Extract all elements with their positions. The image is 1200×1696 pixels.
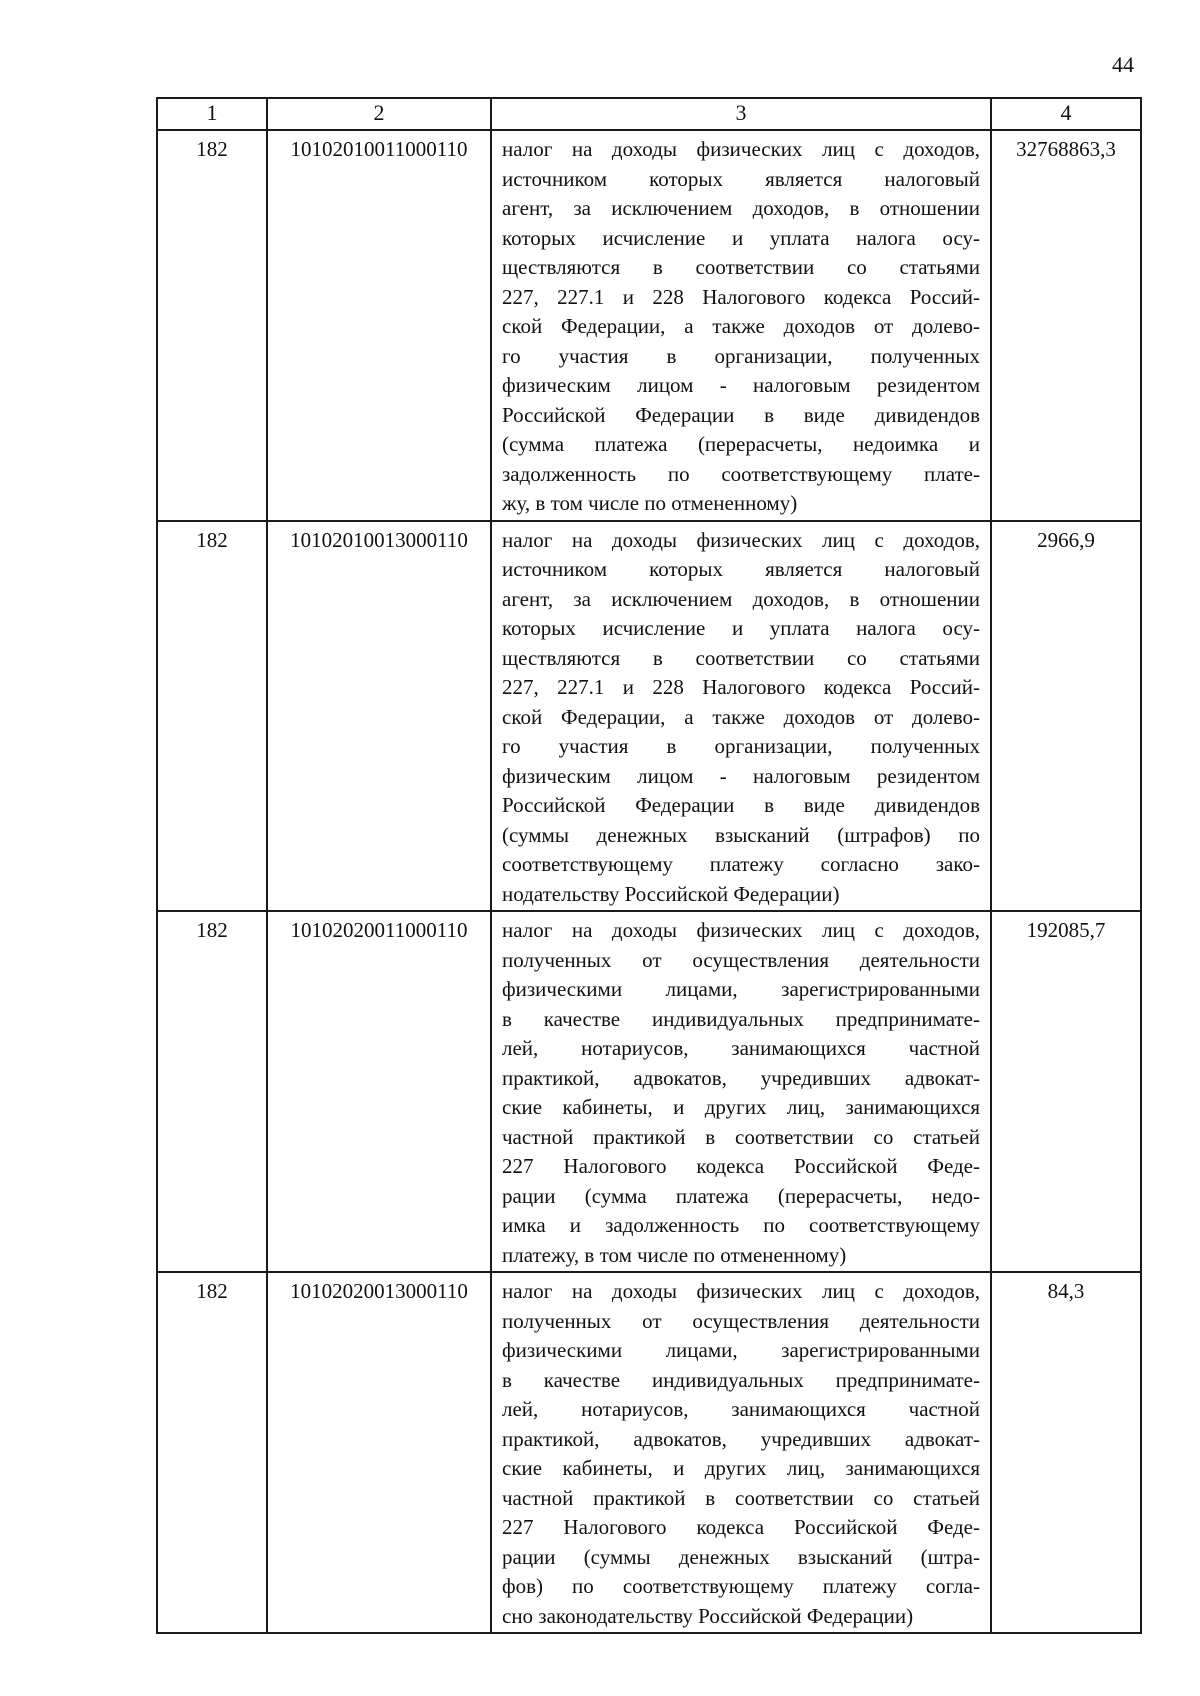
- description-line: налог на доходы физических лиц с доходов,: [502, 1279, 980, 1303]
- admin-code-cell: 182: [157, 521, 267, 912]
- admin-code-cell: 182: [157, 1272, 267, 1633]
- description-line: полученных от осуществления деятельности: [502, 1308, 980, 1333]
- description-line: ские кабинеты, и других лиц, занимающихся: [502, 1456, 980, 1480]
- header-col-2: 2: [267, 98, 491, 130]
- description-line: физическим лицом - налоговым резидентом: [502, 763, 980, 788]
- description-line: жу, в том числе по отмененному): [502, 491, 798, 515]
- description-line: налог на доходы физических лиц с доходов,: [502, 527, 980, 552]
- description-line: 227 Налогового кодекса Российской Феде-: [502, 1515, 980, 1539]
- amount-cell: 192085,7: [991, 911, 1141, 1272]
- description-line: частной практикой в соответствии со статьей: [502, 1485, 980, 1510]
- description-line: агент, за исключением доходов, в отношении: [502, 196, 980, 220]
- description-line: физическим лицом - налоговым резидентом: [502, 373, 980, 397]
- description-line: ществляются в соответствии со статьями: [502, 255, 980, 279]
- description-line: физическими лицами, зарегистрированными: [502, 1338, 980, 1362]
- description-line: в качестве индивидуальных предпринимате-: [502, 1367, 980, 1392]
- amount-cell: 32768863,3: [991, 130, 1141, 521]
- description-line: ской Федерации, а также доходов от долево-: [502, 314, 980, 338]
- description-line: задолженность по соответствующему плате-: [502, 461, 980, 486]
- description-line: Российской Федерации в виде дивидендов: [502, 793, 980, 817]
- description-line: ские кабинеты, и других лиц, занимающихся: [502, 1095, 980, 1119]
- description-line: 227, 227.1 и 228 Налогового кодекса Россий-: [502, 284, 980, 309]
- description-line: платежу, в том числе по отмененному): [502, 1242, 847, 1267]
- admin-code-cell: 182: [157, 911, 267, 1272]
- description-line: которых исчисление и уплата налога осу-: [502, 225, 980, 250]
- description-line: 227 Налогового кодекса Российской Феде-: [502, 1154, 980, 1178]
- header-col-3: 3: [491, 98, 991, 130]
- description-line: лей, нотариусов, занимающихся частной: [502, 1036, 980, 1060]
- description-line: полученных от осуществления деятельности: [502, 947, 980, 972]
- description-line: налог на доходы физических лиц с доходов,: [502, 137, 980, 161]
- revenue-description-cell: [491, 130, 991, 521]
- description-line: лей, нотариусов, занимающихся частной: [502, 1397, 980, 1421]
- page-number: 44: [1112, 52, 1134, 77]
- description-line: рации (суммы денежных взысканий (штра-: [502, 1544, 980, 1569]
- amount-cell: 2966,9: [991, 521, 1141, 912]
- description-line: источником которых является налоговый: [502, 557, 980, 581]
- revenue-description-cell: [491, 521, 991, 912]
- table-body: [157, 130, 1141, 1633]
- description-line: соответствующему платежу согласно зако-: [502, 852, 980, 876]
- description-line: фов) по соответствующему платежу согла-: [502, 1574, 980, 1598]
- description-line: ской Федерации, а также доходов от долево-: [502, 704, 980, 729]
- description-line: ществляются в соответствии со статьями: [502, 645, 980, 670]
- description-line: (сумма платежа (перерасчеты, недоимка и: [502, 432, 980, 456]
- description-line: практикой, адвокатов, учредивших адвокат-: [502, 1065, 980, 1090]
- description-line: источником которых является налоговый: [502, 166, 980, 191]
- budget-classification-code-cell: 10102010011000110: [267, 130, 491, 521]
- description-line: Российской Федерации в виде дивидендов: [502, 402, 980, 427]
- table-row: [157, 911, 1141, 1272]
- description-line: го участия в организации, полученных: [502, 343, 980, 368]
- budget-classification-code-cell: 10102020013000110: [267, 1272, 491, 1633]
- description-line: которых исчисление и уплата налога осу-: [502, 616, 980, 640]
- description-line: налог на доходы физических лиц с доходов,: [502, 918, 980, 942]
- description-line: 227, 227.1 и 228 Налогового кодекса Россий-: [502, 675, 980, 699]
- revenue-description-cell: [491, 1272, 991, 1633]
- admin-code-cell: 182: [157, 130, 267, 521]
- description-line: частной практикой в соответствии со статьей: [502, 1124, 980, 1149]
- header-col-1: 1: [157, 98, 267, 130]
- description-line: имка и задолженность по соответствующему: [502, 1213, 980, 1237]
- description-line: сно законодательству Российской Федерации): [502, 1603, 914, 1628]
- table-header-row: [157, 98, 1141, 130]
- description-line: нодательству Российской Федерации): [502, 881, 840, 906]
- description-line: (суммы денежных взысканий (штрафов) по: [502, 822, 980, 847]
- budget-revenue-table: [156, 97, 1142, 1634]
- table-row: [157, 521, 1141, 912]
- header-col-4: 4: [991, 98, 1141, 130]
- budget-classification-code-cell: 10102020011000110: [267, 911, 491, 1272]
- description-line: в качестве индивидуальных предпринимате-: [502, 1006, 980, 1031]
- description-line: практикой, адвокатов, учредивших адвокат-: [502, 1426, 980, 1451]
- description-line: рации (сумма платежа (перерасчеты, недо-: [502, 1183, 980, 1208]
- description-line: агент, за исключением доходов, в отношении: [502, 586, 980, 611]
- amount-cell: 84,3: [991, 1272, 1141, 1633]
- table-row: [157, 1272, 1141, 1633]
- description-line: физическими лицами, зарегистрированными: [502, 977, 980, 1001]
- description-line: го участия в организации, полученных: [502, 734, 980, 758]
- revenue-description-cell: [491, 911, 991, 1272]
- budget-classification-code-cell: 10102010013000110: [267, 521, 491, 912]
- table-row: [157, 130, 1141, 521]
